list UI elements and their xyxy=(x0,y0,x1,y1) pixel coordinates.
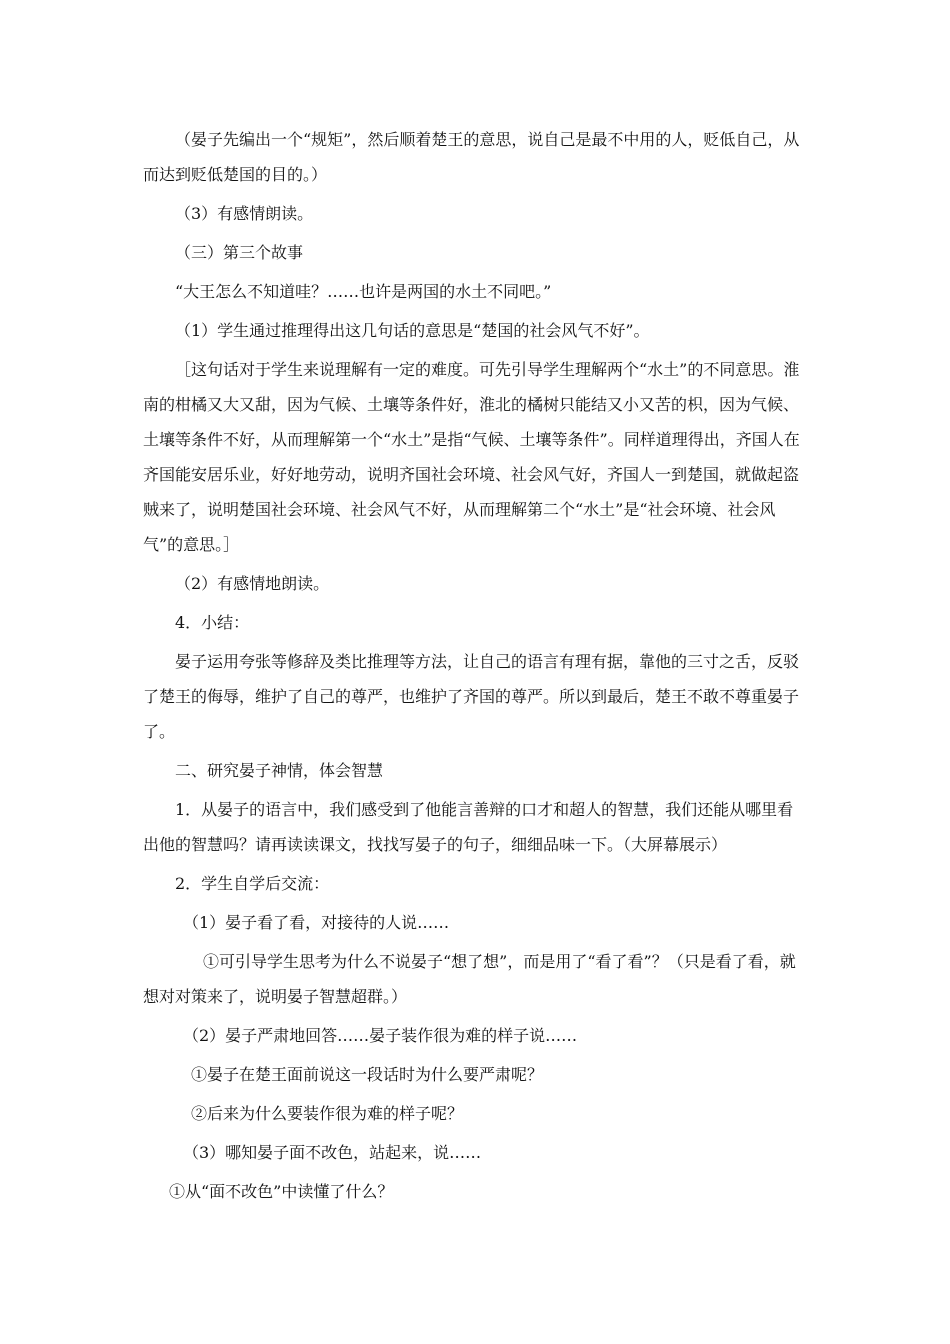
paragraph-explanation-1: （晏子先编出一个“规矩”，然后顺着楚王的意思，说自己是最不中用的人，贬低自己，从而达到贬低楚国的目的。） xyxy=(143,130,800,184)
paragraph-summary-heading: 4．小结： xyxy=(175,613,250,632)
paragraph-item-2: 2．学生自学后交流： xyxy=(175,874,330,893)
paragraph-sub-3: （3）哪知晏子面不改色，站起来，说…… xyxy=(183,1143,482,1162)
paragraph-sub-1-note: ①可引导学生思考为什么不说晏子“想了想”，而是用了“看了看”？（只是看了看，就想对对策来了，说明晏子智慧超群。） xyxy=(143,952,796,1006)
paragraph-quote: “大王怎么不知道哇？……也许是两国的水土不同吧。” xyxy=(175,282,552,301)
paragraph-sub-2-q2: ②后来为什么要装作很为难的样子呢？ xyxy=(191,1104,464,1123)
paragraph-sub-2-q1: ①晏子在楚王面前说这一段话时为什么要严肃呢？ xyxy=(191,1065,544,1084)
paragraph-sub-3-q1: ①从“面不改色”中读懂了什么？ xyxy=(169,1182,394,1201)
paragraph-item-1: 1．从晏子的语言中，我们感受到了他能言善辩的口才和超人的智慧，我们还能从哪里看出他的智慧吗？请再读读课文，找找写晏子的句子，细细品味一下。（大屏幕展示） xyxy=(143,800,794,854)
paragraph-sub-1: （1）晏子看了看，对接待的人说…… xyxy=(183,913,450,932)
document-body xyxy=(143,122,808,1209)
paragraph-step-3: （3）有感情朗读。 xyxy=(175,204,314,223)
paragraph-step-1: （1）学生通过推理得出这几句话的意思是“楚国的社会风气不好”。 xyxy=(175,321,650,340)
paragraph-story-3-heading: （三）第三个故事 xyxy=(175,243,304,262)
paragraph-sub-2: （2）晏子严肃地回答……晏子装作很为难的样子说…… xyxy=(183,1026,578,1045)
paragraph-explanation-2: ［这句话对于学生来说理解有一定的难度。可先引导学生理解两个“水土”的不同意思。淮南的柑橘又大又甜，因为气候、土壤等条件好，淮北的橘树只能结又小又苦的枳，因为气候、土壤等条件不好，从而理解第一个“水土”是指“气候、土壤等条件”。同样道理得出，齐国人在齐国能安居乐业，好好地劳动，说明齐国社会环境、社会风气好，齐国人一到楚国，就做起盗贼来了，说明楚国社会环境、社会风气不好，从而理解第二个“水土”是“社会环境、社会风气”的意思。］ xyxy=(143,360,800,554)
paragraph-step-2: （2）有感情地朗读。 xyxy=(175,574,330,593)
paragraph-summary: 晏子运用夸张等修辞及类比推理等方法，让自己的语言有理有据，靠他的三寸之舌，反驳了楚王的侮辱，维护了自己的尊严，也维护了齐国的尊严。所以到最后，楚王不敢不尊重晏子了。 xyxy=(143,652,800,741)
section-heading-2: 二、研究晏子神情，体会智慧 xyxy=(175,761,384,780)
